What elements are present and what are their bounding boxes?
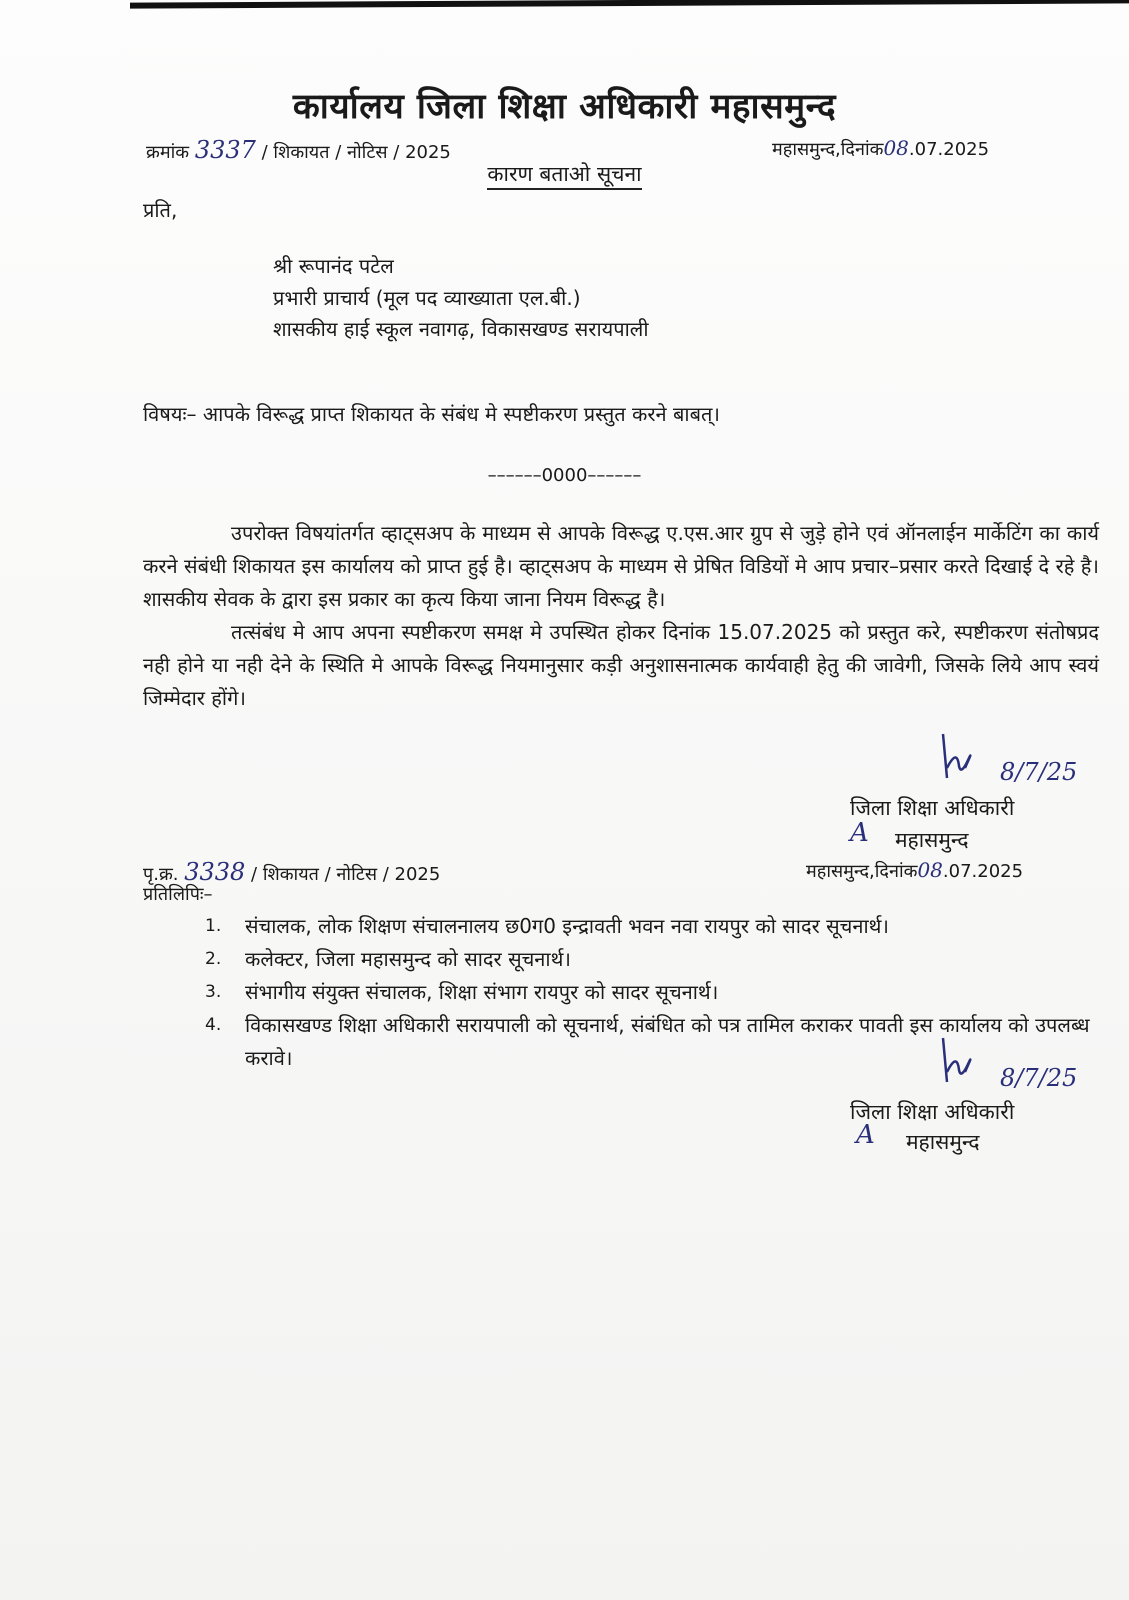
list-item-text: विकासखण्ड शिक्षा अधिकारी सरायपाली को सूचनार्थ, संबंधित को पत्र तामिल कराकर पावती इस कार्यालय को उपलब्ध करावे। [245,1013,1090,1070]
list-item-text: कलेक्टर, जिला महासमुन्द को सादर सूचनार्थ। [245,947,571,971]
place-date [772,136,989,161]
endorsement-date-handwritten: 08 [917,858,943,882]
date-handwritten: 08 [883,136,909,160]
signatory-designation-1: जिला शिक्षा अधिकारी [850,796,1015,820]
list-item [205,910,1100,943]
list-item-number: 2. [205,949,222,969]
recipient-school: शासकीय हाई स्कूल नवागढ़, विकासखण्ड सरायपाली [273,317,649,341]
signature-date-2: 8/7/25 [1000,1064,1078,1092]
initial-mark-1: A [850,818,869,848]
endorsement-ref-number: 3338 [184,858,246,886]
subject-line: विषयः– आपके विरूद्ध प्राप्त शिकायत के संबंध मे स्पष्टीकरण प्रस्तुत करने बाबत्। [143,402,721,426]
signature-date-1: 8/7/25 [1000,758,1078,786]
list-item-number: 1. [205,916,222,936]
body-paragraph-2: तत्संबंध मे आप अपना स्पष्टीकरण समक्ष मे उपस्थित होकर दिनांक 15.07.2025 को प्रस्तुत करे, स्पष्टीकरण संतोषप्रद नही होने या नही देने के स्थिति मे आपके विरूद्ध नियमानुसार कड़ी अनुशासनात्मक कार्यवाही हेतु की जावेगी, जिसके लिये आप स्वयं जिम्मेदार होंगे। [143,620,1099,710]
ref-suffix: / शिकायत / नोटिस / 2025 [261,142,451,163]
list-item-text: संभागीय संयुक्त संचालक, शिक्षा संभाग रायपुर को सादर सूचनार्थ। [245,980,719,1004]
endorsement-place-date [806,858,1023,883]
scan-top-edge [130,0,1129,9]
place-date-prefix: महासमुन्द,दिनांक [772,139,884,160]
list-item-text: संचालक, लोक शिक्षण संचालनालय छ0ग0 इन्द्रावती भवन नवा रायपुर को सादर सूचनार्थ। [245,914,889,938]
office-title: कार्यालय जिला शिक्षा अधिकारी महासमुन्द [292,87,837,127]
to-label: प्रति, [143,198,178,222]
list-item-number: 3. [205,982,222,1002]
recipient-name: श्री रूपानंद पटेल [273,254,394,278]
endorsement-ref-label: पृ.क्र. [143,864,179,885]
date-suffix: .07.2025 [908,139,990,160]
list-item [205,943,1100,976]
signatory-place-2: महासमुन्द [906,1130,980,1154]
initial-mark-2: A [856,1120,875,1150]
recipient-designation: प्रभारी प्राचार्य (मूल पद व्याख्याता एल.बी.) [273,286,581,310]
body-paragraph-1: उपरोक्त विषयांतर्गत व्हाट्सअप के माध्यम से आपके विरूद्ध ए.एस.आर ग्रुप से जुड़े होने एवं ऑनलाईन मार्केटिंग का कार्य करने संबंधी शिकायत इस कार्यालय को प्राप्त हुई है। व्हाट्सअप के माध्यम से प्रेषित विडियों मे आप प्रचार–प्रसार करते दिखाई दे रहे है। शासकीय सेवक के द्वारा इस प्रकार का कृत्य किया जाना नियम विरूद्ध है। [143,521,1099,611]
notice-heading [0,160,1129,188]
ref-number-handwritten: 3337 [194,136,256,164]
endorsement-ref-suffix: / शिकायत / नोटिस / 2025 [251,864,441,885]
signatory-place-1: महासमुन्द [895,828,969,852]
separator: ––––––0000–––––– [487,465,642,486]
list-item-number: 4. [205,1015,222,1035]
endorsement-date-suffix: .07.2025 [942,861,1024,882]
letter-body [143,517,1099,715]
copy-label: प्रतिलिपिः– [143,884,213,905]
ref-label: क्रमांक [146,142,190,163]
notice-heading-text: कारण बताओ सूचना [487,162,641,190]
list-item [205,976,1100,1009]
signatory-designation-2: जिला शिक्षा अधिकारी [850,1100,1015,1124]
endorsement-place-prefix: महासमुन्द,दिनांक [806,861,918,882]
